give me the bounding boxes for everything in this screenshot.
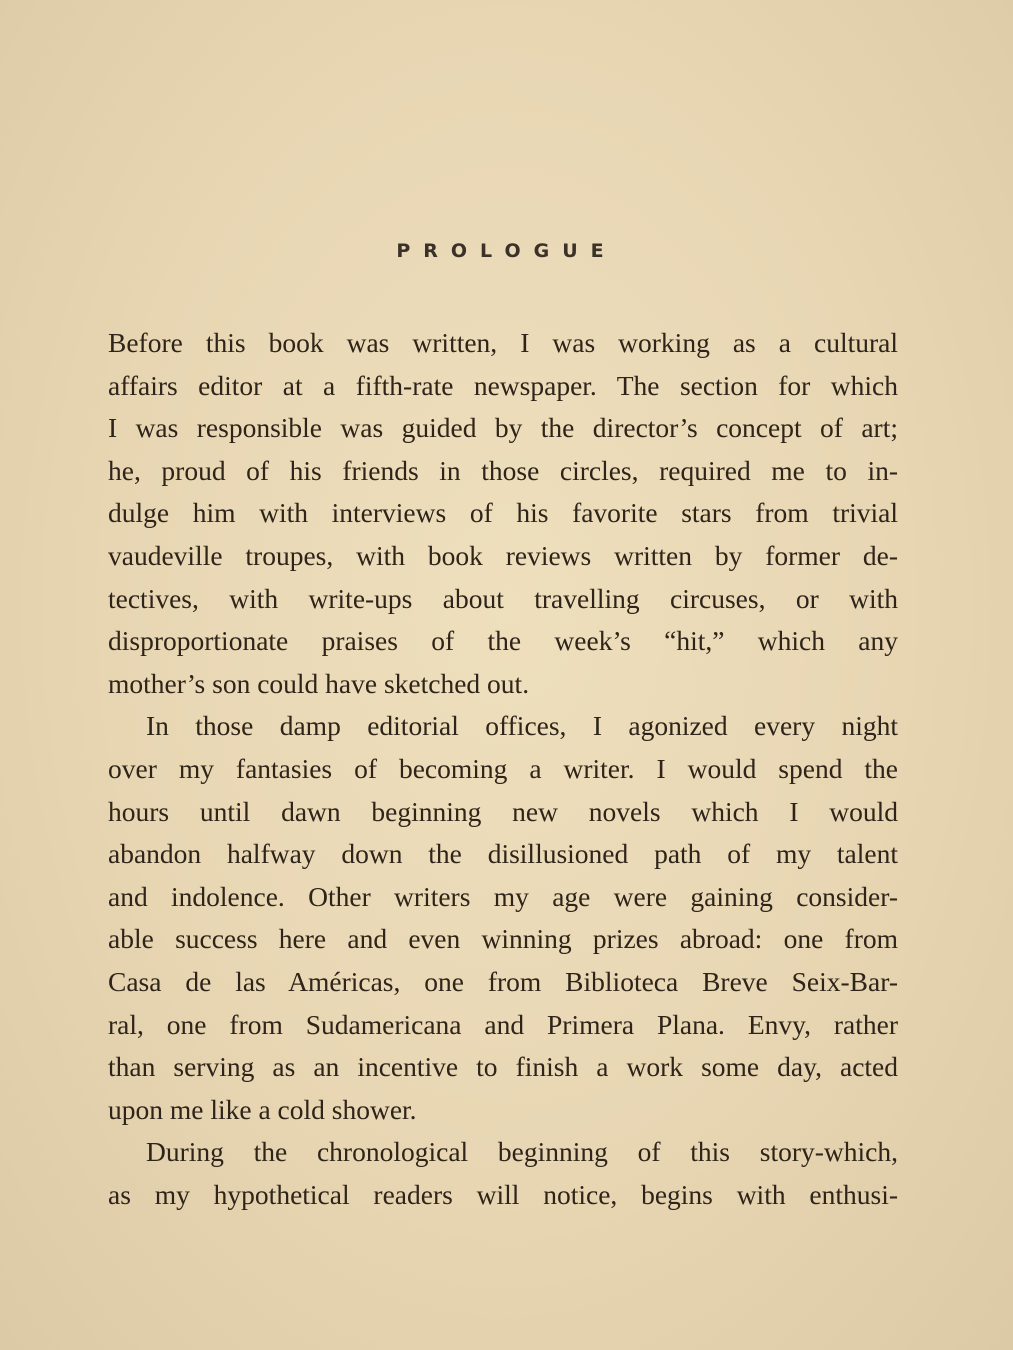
- text-line: hours until dawn beginning new novels which I would: [108, 795, 898, 827]
- text-line: During the chronological beginning of this story-which,: [146, 1136, 898, 1168]
- text-line: Casa de las Américas, one from Biblioteca Breve Seix-Bar-: [108, 965, 898, 997]
- text-line: ral, one from Sudamericana and Primera Plana. Envy, rather: [108, 1008, 898, 1040]
- text-line: abandon halfway down the disillusioned path of my talent: [108, 838, 898, 870]
- text-line: and indolence. Other writers my age were gaining consider-: [108, 880, 898, 912]
- body-text: [108, 322, 898, 1216]
- text-line: vaudeville troupes, with book reviews written by former de-: [108, 539, 898, 571]
- text-line: dulge him with interviews of his favorite stars from trivial: [108, 497, 898, 529]
- text-line: able success here and even winning prizes abroad: one from: [108, 923, 898, 955]
- text-line: mother’s son could have sketched out.: [108, 667, 530, 699]
- text-line: than serving as an incentive to finish a work some day, acted: [108, 1051, 898, 1083]
- text-line: Before this book was written, I was working as a cultural: [108, 327, 898, 358]
- paragraph-2: [108, 705, 898, 1131]
- text-line: upon me like a cold shower.: [108, 1093, 417, 1125]
- text-line: I was responsible was guided by the director’s concept of art;: [108, 412, 898, 444]
- text-line: over my fantasies of becoming a writer. I would spend the: [108, 752, 898, 784]
- chapter-heading: PROLOGUE: [396, 240, 617, 262]
- text-line: disproportionate praises of the week’s “hit,” which any: [108, 625, 898, 657]
- paragraph-3: [108, 1131, 898, 1216]
- text-line: tectives, with write-ups about travelling circuses, or with: [108, 582, 898, 614]
- text-line: In those damp editorial offices, I agonized every night: [146, 710, 898, 742]
- paragraph-1: [108, 322, 898, 705]
- text-line: affairs editor at a fifth-rate newspaper. The section for which: [108, 369, 898, 401]
- text-line: he, proud of his friends in those circles, required me to in-: [108, 454, 898, 486]
- text-line: as my hypothetical readers will notice, begins with enthusi-: [108, 1178, 898, 1210]
